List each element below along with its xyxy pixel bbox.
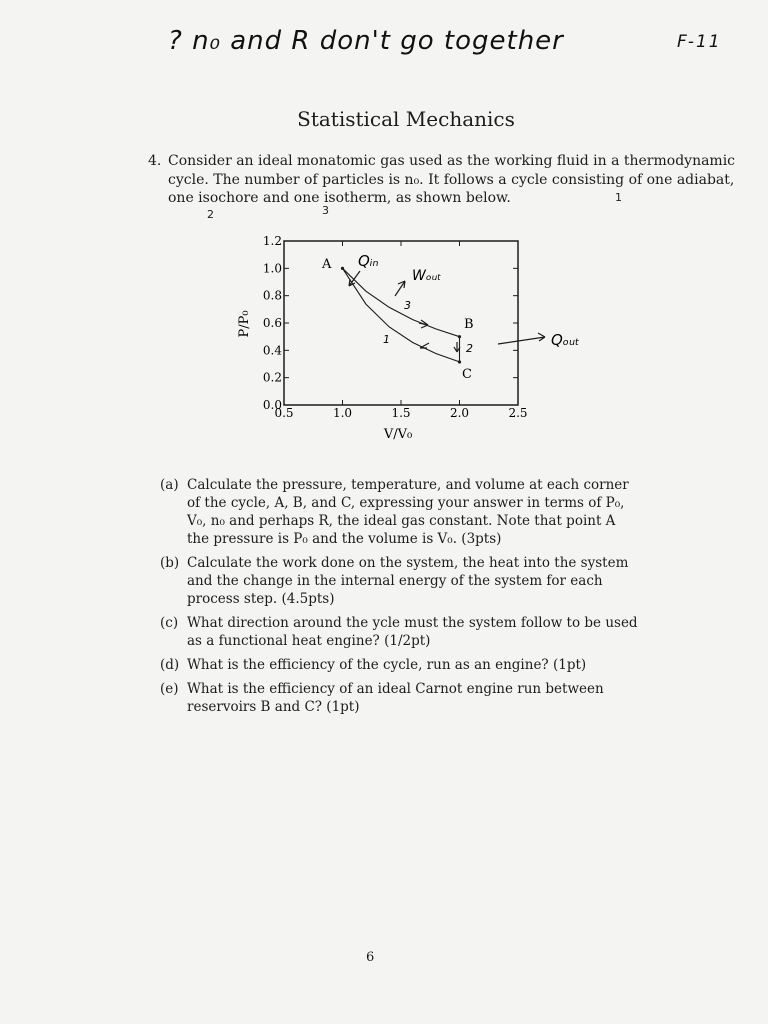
- point-label-a: A: [322, 257, 332, 272]
- y-tick-label: 1.0: [262, 261, 282, 276]
- x-axis-label: V/V₀: [383, 427, 413, 442]
- y-tick-label: 0.2: [262, 370, 282, 385]
- process-curve-2: [343, 268, 460, 362]
- part-label: (e): [160, 681, 179, 697]
- problem-statement: [148, 152, 736, 208]
- problem-number: 4.: [148, 153, 162, 169]
- y-axis-label: P/P₀: [237, 310, 252, 338]
- process-arrow-1: [420, 343, 429, 348]
- plot-frame: [284, 241, 518, 405]
- step-3-annotation: 3: [404, 299, 411, 312]
- point-label-b: B: [464, 317, 474, 332]
- x-tick-label: 1.0: [332, 406, 353, 420]
- y-tick-label: 0.6: [262, 316, 282, 330]
- question-part: [160, 476, 640, 548]
- process-arrow-3: [419, 320, 428, 328]
- problem-line: one isochore and one isotherm, as shown below.: [168, 190, 511, 206]
- part-text: Calculate the work done on the system, the heat into the system and the change in the internal energy of the system for each process step. (4.5pts): [187, 555, 629, 607]
- problem-line: cycle. The number of particles is n₀. It follows a cycle consisting of one adiabat,: [168, 171, 735, 188]
- part-text: Calculate the pressure, temperature, and volume at each corner of the cycle, A, B, and C, expressing your answer in terms of P₀, V₀, n₀ and perhaps R, the ideal gas constant. Note that point A the pressure is P₀ and the volume is V₀. (3pts): [187, 477, 629, 547]
- margin-mark: 2: [207, 208, 214, 221]
- part-text: What direction around the ycle must the system follow to be used as a functional heat engine? (1/2pt): [187, 615, 638, 649]
- cycle-point-b: [458, 335, 461, 338]
- page-id: F-11: [677, 32, 722, 52]
- part-label: (d): [160, 657, 180, 673]
- step-2-annotation: 2: [466, 342, 473, 355]
- process-arrow-2: [454, 342, 460, 352]
- annotation-arrows: [349, 271, 545, 352]
- cycle-point-c: [458, 360, 461, 363]
- part-text: What is the efficiency of the cycle, run as an engine? (1pt): [187, 657, 587, 673]
- question-part: [160, 614, 640, 650]
- margin-mark: 3: [322, 204, 329, 217]
- w-out-arrow: [395, 281, 405, 296]
- q-out-annotation: Qₒᵤₜ: [551, 331, 580, 349]
- q-in-arrow: [349, 271, 360, 286]
- w-out-annotation: Wₒᵤₜ: [412, 268, 442, 284]
- x-tick-label: 2.5: [508, 406, 528, 420]
- part-label: (b): [160, 555, 180, 571]
- part-text: What is the efficiency of an ideal Carnot engine run between reservoirs B and C? (1pt): [187, 681, 604, 715]
- question-part: [160, 554, 640, 608]
- page-number: 6: [366, 950, 375, 965]
- point-label-c: C: [462, 367, 472, 382]
- part-label: (a): [160, 477, 179, 493]
- y-tick-label: 1.2: [262, 234, 282, 248]
- question-part: [160, 656, 640, 674]
- x-tick-label: 0.5: [274, 406, 294, 420]
- q-in-annotation: Qᵢₙ: [358, 252, 379, 270]
- x-tick-label: 1.5: [391, 406, 411, 420]
- problem-line: Consider an ideal monatomic gas used as the working fluid in a thermodynamic: [168, 153, 736, 169]
- step-1-annotation: 1: [383, 333, 390, 346]
- y-tick-label: 0.8: [262, 288, 282, 303]
- y-tick-label: 0.0: [262, 398, 282, 412]
- process-curve-1: [343, 268, 460, 336]
- question-parts: [160, 476, 640, 722]
- page-title: Statistical Mechanics: [297, 107, 515, 131]
- x-tick-label: 2.0: [449, 406, 470, 420]
- margin-mark: 1: [615, 191, 622, 204]
- part-label: (c): [160, 615, 179, 631]
- y-tick-label: 0.4: [262, 343, 282, 358]
- q-out-arrow: [498, 333, 545, 344]
- cycle-point-a: [341, 267, 344, 270]
- handwritten-note: ? n₀ and R don't go together: [168, 26, 564, 56]
- question-part: [160, 680, 640, 716]
